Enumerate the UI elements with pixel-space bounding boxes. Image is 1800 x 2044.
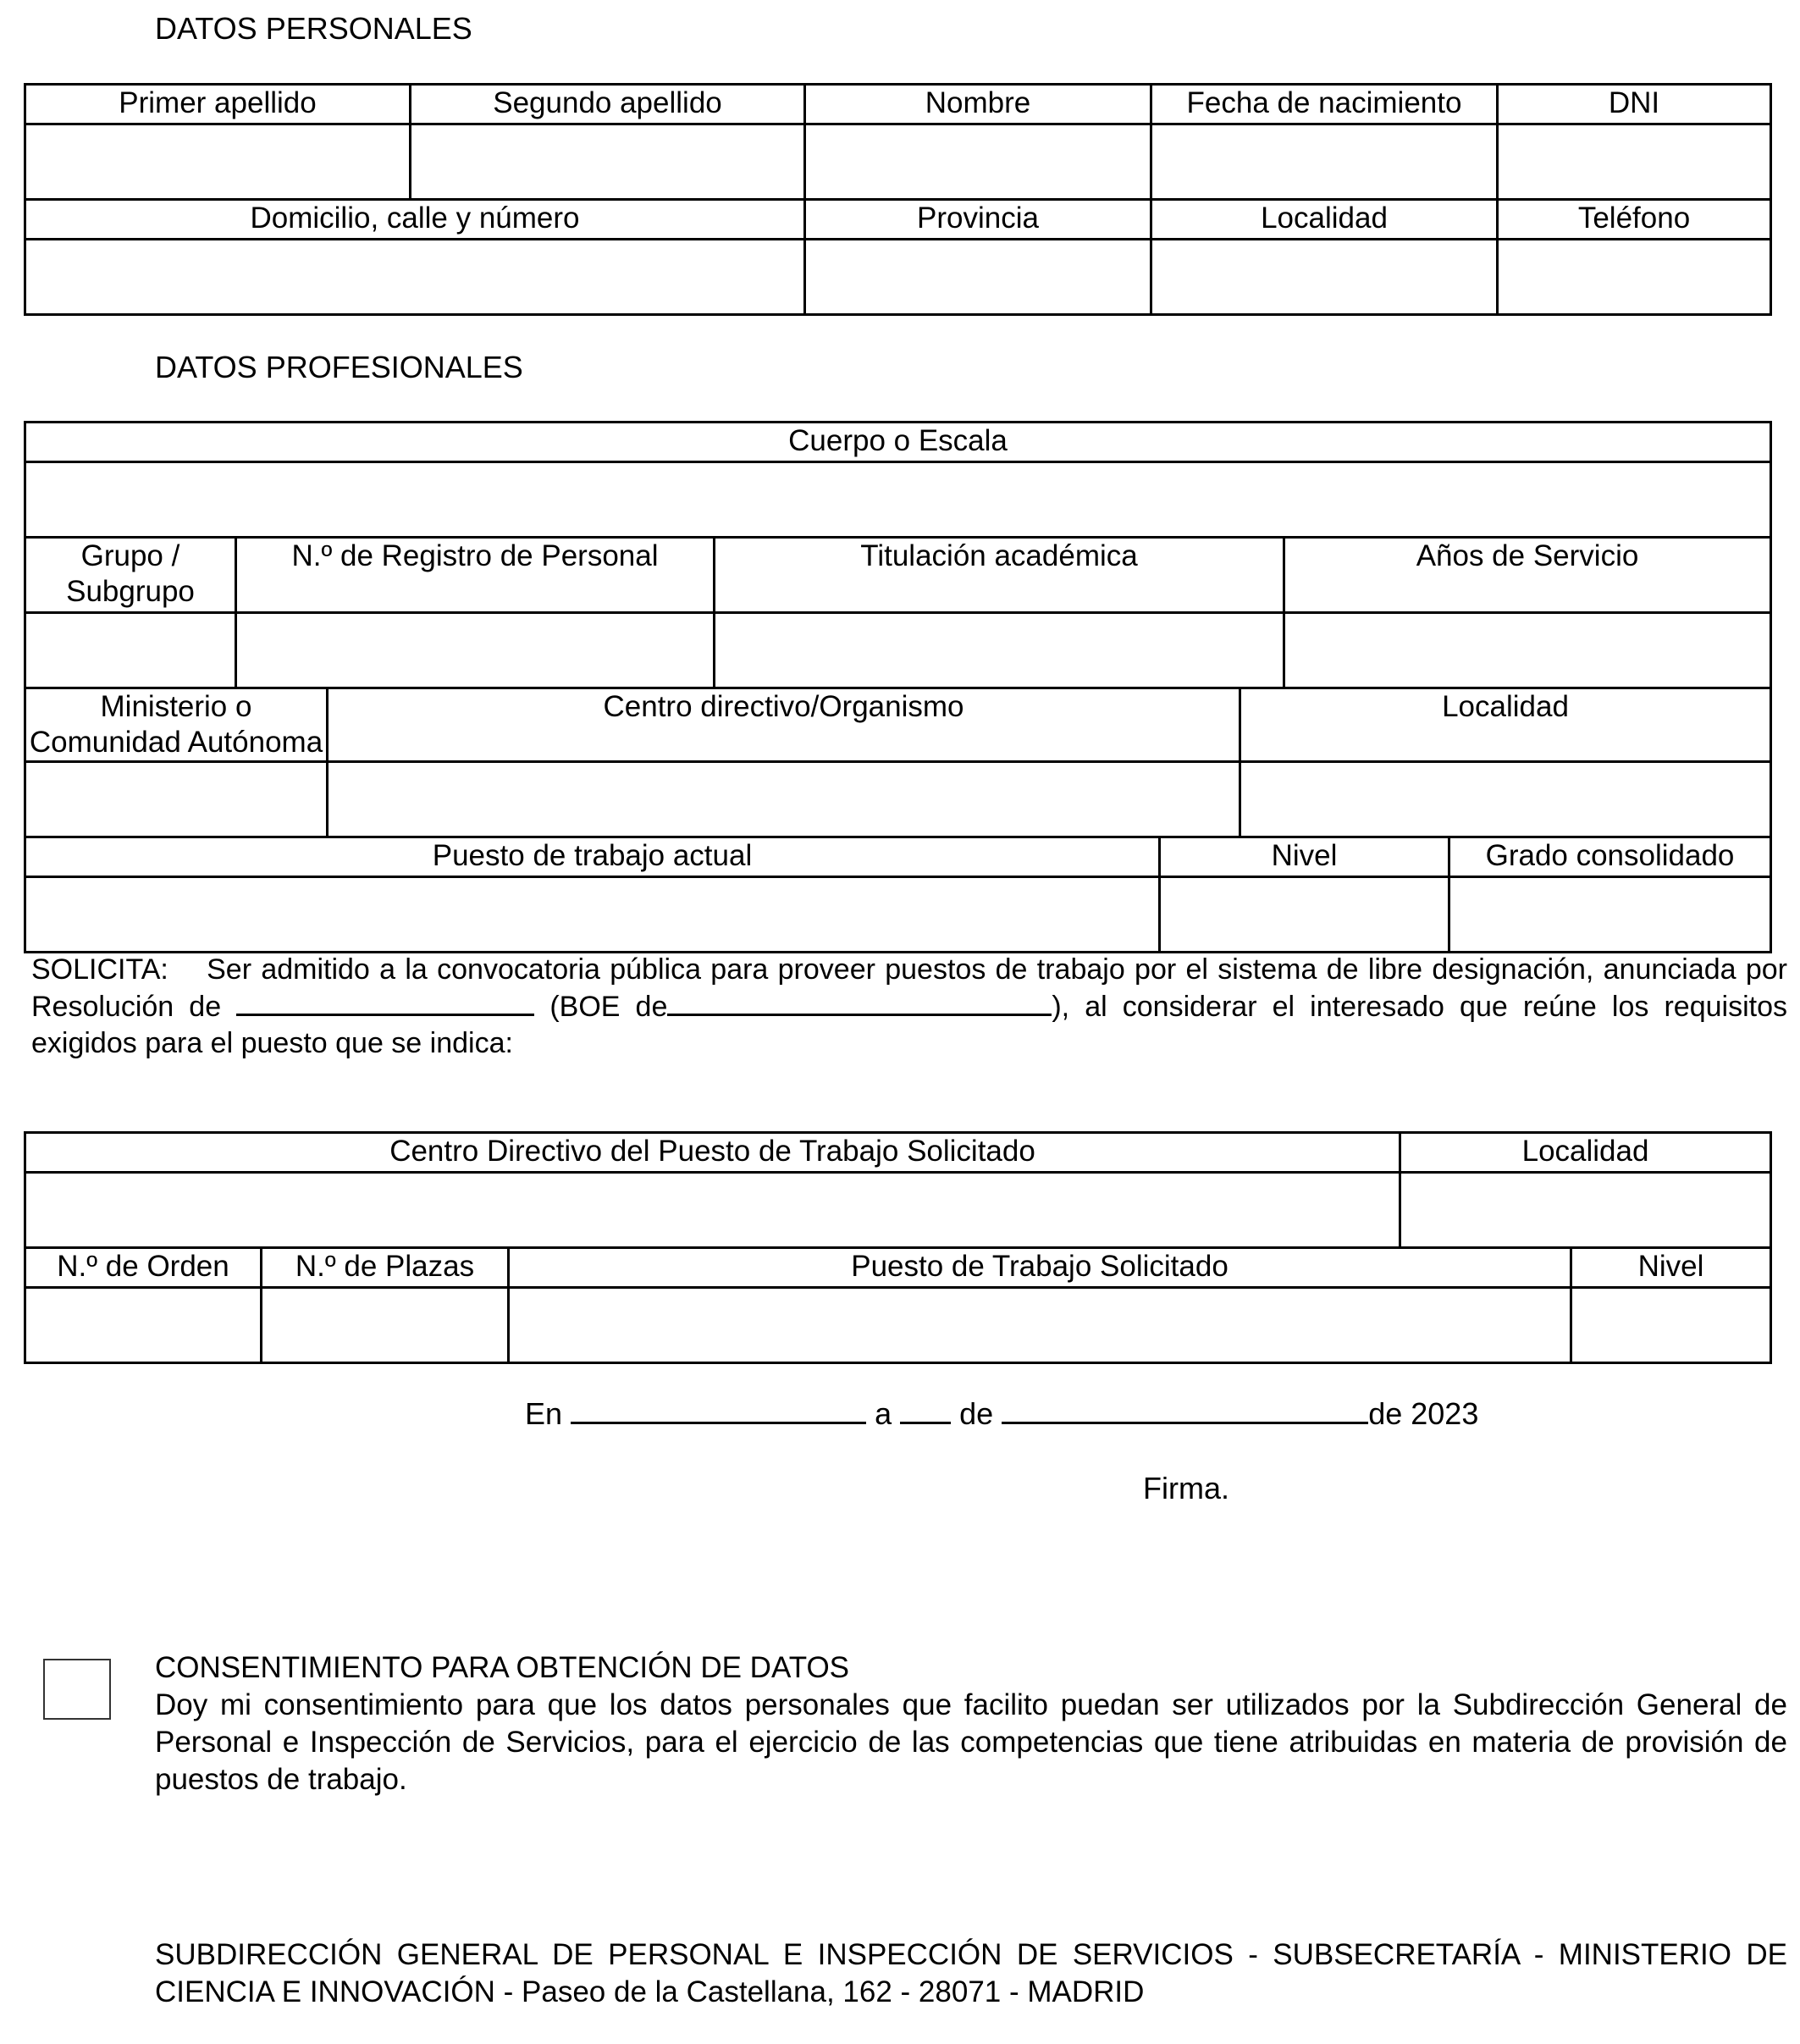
header-numero-plazas: N.º de Plazas bbox=[262, 1248, 509, 1288]
header-localidad-solicitada: Localidad bbox=[1400, 1133, 1771, 1173]
field-localidad[interactable] bbox=[1151, 240, 1498, 315]
header-numero-orden: N.º de Orden bbox=[25, 1248, 262, 1288]
month-blank-field[interactable] bbox=[1002, 1396, 1368, 1424]
date-de-label: de bbox=[959, 1396, 994, 1431]
field-localidad-solicitada[interactable] bbox=[1400, 1173, 1771, 1248]
field-numero-plazas[interactable] bbox=[262, 1288, 509, 1363]
field-cuerpo-escala[interactable] bbox=[25, 462, 1771, 538]
field-nivel-actual[interactable] bbox=[1160, 877, 1449, 953]
header-nivel-actual: Nivel bbox=[1160, 837, 1449, 877]
header-cuerpo-escala: Cuerpo o Escala bbox=[25, 423, 1771, 462]
field-grado-consolidado[interactable] bbox=[1449, 877, 1771, 953]
footer-address: SUBDIRECCIÓN GENERAL DE PERSONAL E INSPECCIÓN DE SERVICIOS - SUBSECRETARÍA - MINISTERIO DE CIENCIA E INNOVACIÓN - Paseo de la Castellana, 162 - 28071 - MADRID bbox=[155, 1938, 1787, 2008]
header-centro-directivo: Centro directivo/Organismo bbox=[328, 688, 1240, 762]
header-puesto-solicitado: Puesto de Trabajo Solicitado bbox=[509, 1248, 1571, 1288]
header-titulacion: Titulación académica bbox=[715, 538, 1284, 613]
boe-blank-field[interactable] bbox=[667, 988, 1052, 1016]
solicita-label: SOLICITA: bbox=[31, 953, 168, 986]
header-localidad-profesional: Localidad bbox=[1240, 688, 1771, 762]
header-ministerio: Ministerio o Comunidad Autónoma bbox=[25, 688, 328, 762]
professional-data-heading: DATOS PROFESIONALES bbox=[155, 350, 523, 384]
solicita-text-2: (BOE de bbox=[549, 991, 668, 1023]
field-primer-apellido[interactable] bbox=[25, 124, 411, 200]
header-anos-servicio: Años de Servicio bbox=[1284, 538, 1771, 613]
field-nivel-solicitado[interactable] bbox=[1571, 1288, 1771, 1363]
field-fecha-nacimiento[interactable] bbox=[1151, 124, 1498, 200]
header-grado-consolidado: Grado consolidado bbox=[1449, 837, 1771, 877]
header-telefono: Teléfono bbox=[1498, 200, 1771, 240]
professional-data-table bbox=[24, 421, 1772, 953]
date-en-label: En bbox=[525, 1396, 563, 1431]
field-telefono[interactable] bbox=[1498, 240, 1771, 315]
solicita-text-3: ), al considerar el interesado que reúne los requisitos exigidos para el puesto que se indica: bbox=[31, 991, 1787, 1059]
field-localidad-profesional[interactable] bbox=[1240, 762, 1771, 837]
field-grupo-subgrupo[interactable] bbox=[25, 613, 236, 688]
date-a-label: a bbox=[875, 1396, 892, 1431]
solicita-text-1: Ser admitido a la convocatoria pública para proveer puestos de trabajo por el sistema de libre designación, anunciada por Resolución de bbox=[31, 953, 1787, 1023]
header-centro-directivo-solicitado: Centro Directivo del Puesto de Trabajo Solicitado bbox=[25, 1133, 1400, 1173]
field-titulacion[interactable] bbox=[715, 613, 1284, 688]
field-domicilio[interactable] bbox=[25, 240, 805, 315]
header-primer-apellido: Primer apellido bbox=[25, 85, 411, 124]
requested-position-table bbox=[24, 1131, 1772, 1364]
field-puesto-actual[interactable] bbox=[25, 877, 1160, 953]
header-provincia: Provincia bbox=[805, 200, 1151, 240]
place-blank-field[interactable] bbox=[571, 1396, 866, 1424]
consent-text: Doy mi consentimiento para que los datos personales que facilito puedan ser utilizados por la Subdirección General de Personal e Inspección de Servicios, para el ejercicio de las competencias que tiene atribuidas en materia de provisión de puestos de trabajo. bbox=[155, 1688, 1787, 1796]
header-nombre: Nombre bbox=[805, 85, 1151, 124]
header-grupo-subgrupo: Grupo / Subgrupo bbox=[25, 538, 236, 613]
personal-data-heading: DATOS PERSONALES bbox=[155, 11, 472, 46]
header-localidad: Localidad bbox=[1151, 200, 1498, 240]
field-ministerio[interactable] bbox=[25, 762, 328, 837]
field-centro-directivo[interactable] bbox=[328, 762, 1240, 837]
field-dni[interactable] bbox=[1498, 124, 1771, 200]
field-segundo-apellido[interactable] bbox=[411, 124, 805, 200]
header-registro-personal: N.º de Registro de Personal bbox=[236, 538, 715, 613]
field-nombre[interactable] bbox=[805, 124, 1151, 200]
field-anos-servicio[interactable] bbox=[1284, 613, 1771, 688]
personal-data-table bbox=[24, 83, 1772, 316]
header-puesto-actual: Puesto de trabajo actual bbox=[25, 837, 1160, 877]
signature-label: Firma. bbox=[1143, 1471, 1229, 1505]
consent-title: CONSENTIMIENTO PARA OBTENCIÓN DE DATOS bbox=[155, 1651, 850, 1684]
field-registro-personal[interactable] bbox=[236, 613, 715, 688]
field-centro-directivo-solicitado[interactable] bbox=[25, 1173, 1400, 1248]
header-segundo-apellido: Segundo apellido bbox=[411, 85, 805, 124]
solicita-paragraph bbox=[31, 952, 1787, 1062]
header-dni: DNI bbox=[1498, 85, 1771, 124]
date-year-label: de 2023 bbox=[1368, 1396, 1479, 1431]
header-fecha-nacimiento: Fecha de nacimiento bbox=[1151, 85, 1498, 124]
resolucion-blank-field[interactable] bbox=[236, 988, 534, 1016]
field-provincia[interactable] bbox=[805, 240, 1151, 315]
header-domicilio: Domicilio, calle y número bbox=[25, 200, 805, 240]
field-puesto-solicitado[interactable] bbox=[509, 1288, 1571, 1363]
day-blank-field[interactable] bbox=[900, 1396, 951, 1424]
consent-checkbox[interactable] bbox=[43, 1659, 111, 1720]
date-line bbox=[525, 1395, 1478, 1433]
header-nivel-solicitado: Nivel bbox=[1571, 1248, 1771, 1288]
consent-block bbox=[155, 1649, 1787, 1798]
field-numero-orden[interactable] bbox=[25, 1288, 262, 1363]
